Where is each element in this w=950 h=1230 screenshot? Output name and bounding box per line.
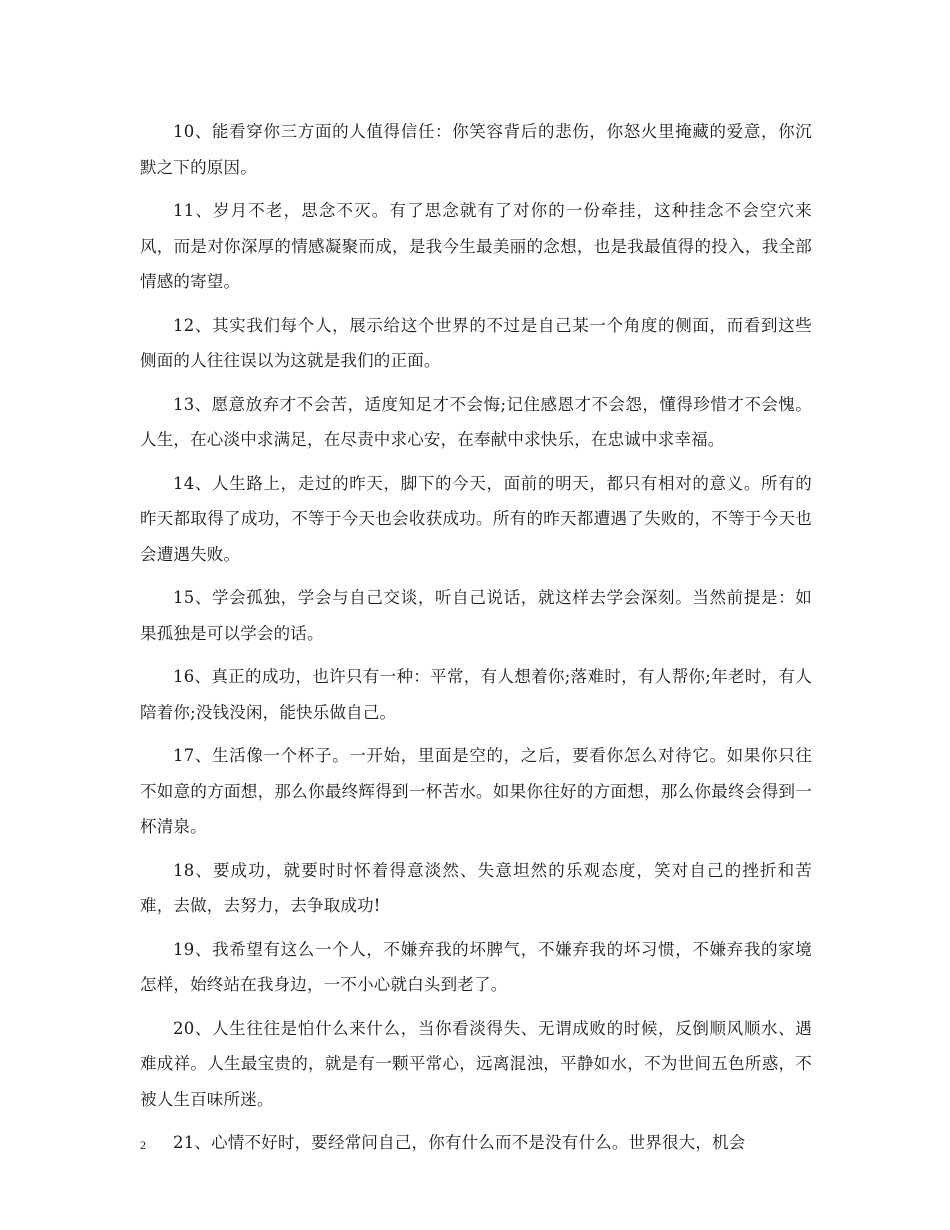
paragraph-15: 15、学会孤独，学会与自己交谈，听自己说话，就这样去学会深刻。当然前提是：如果孤独是可以学会的话。: [140, 588, 812, 643]
page-number: 2: [140, 1138, 146, 1152]
paragraph-12: 12、其实我们每个人，展示给这个世界的不过是自己某一个角度的侧面，而看到这些侧面的人往往误以为这就是我们的正面。: [140, 315, 812, 370]
paragraph-14: 14、人生路上，走过的昨天，脚下的今天，面前的明天，都只有相对的意义。所有的昨天都取得了成功，不等于今天也会收获成功。所有的昨天都遭遇了失败的，不等于今天也会遭遇失败。: [140, 473, 812, 564]
paragraph-21: 21、心情不好时，要经常问自己，你有什么而不是没有什么。世界很大，机会: [173, 1133, 746, 1152]
document-body: [140, 114, 812, 1169]
paragraph-19: 19、我希望有这么一个人，不嫌弃我的坏脾气，不嫌弃我的坏习惯，不嫌弃我的家境怎样，始终站在我身边，一不小心就白头到老了。: [140, 939, 812, 994]
paragraph-11: 11、岁月不老，思念不灭。有了思念就有了对你的一份牵挂，这种挂念不会空穴来风，而是对你深厚的情感凝聚而成，是我今生最美丽的念想，也是我最值得的投入，我全部情感的寄望。: [140, 201, 812, 291]
paragraph-20: 20、人生往往是怕什么来什么，当你看淡得失、无谓成败的时候，反倒顺风顺水、遇难成祥。人生最宝贵的，就是有一颗平常心，远离混浊，平静如水，不为世间五色所惑，不被人生百味所迷。: [140, 1018, 812, 1109]
paragraph-13: 13、愿意放弃才不会苦，适度知足才不会悔;记住感恩才不会怨，懂得珍惜才不会愧。人生，在心淡中求满足，在尽责中求心安，在奉献中求快乐，在忠诚中求幸福。: [140, 394, 812, 449]
paragraph-17: 17、生活像一个杯子。一开始，里面是空的，之后，要看你怎么对待它。如果你只往不如意的方面想，那么你最终辉得到一杯苦水。如果你往好的方面想，那么你最终会得到一杯清泉。: [140, 746, 812, 836]
paragraph-16: 16、真正的成功，也许只有一种：平常，有人想着你;落难时，有人帮你;年老时，有人陪着你;没钱没闲，能快乐做自己。: [140, 667, 812, 722]
paragraph-10: 10、能看穿你三方面的人值得信任：你笑容背后的悲伤，你怒火里掩藏的爱意，你沉默之下的原因。: [140, 122, 812, 177]
paragraph-18: 18、要成功，就要时时怀着得意淡然、失意坦然的乐观态度，笑对自己的挫折和苦难，去做，去努力，去争取成功!: [140, 860, 812, 915]
